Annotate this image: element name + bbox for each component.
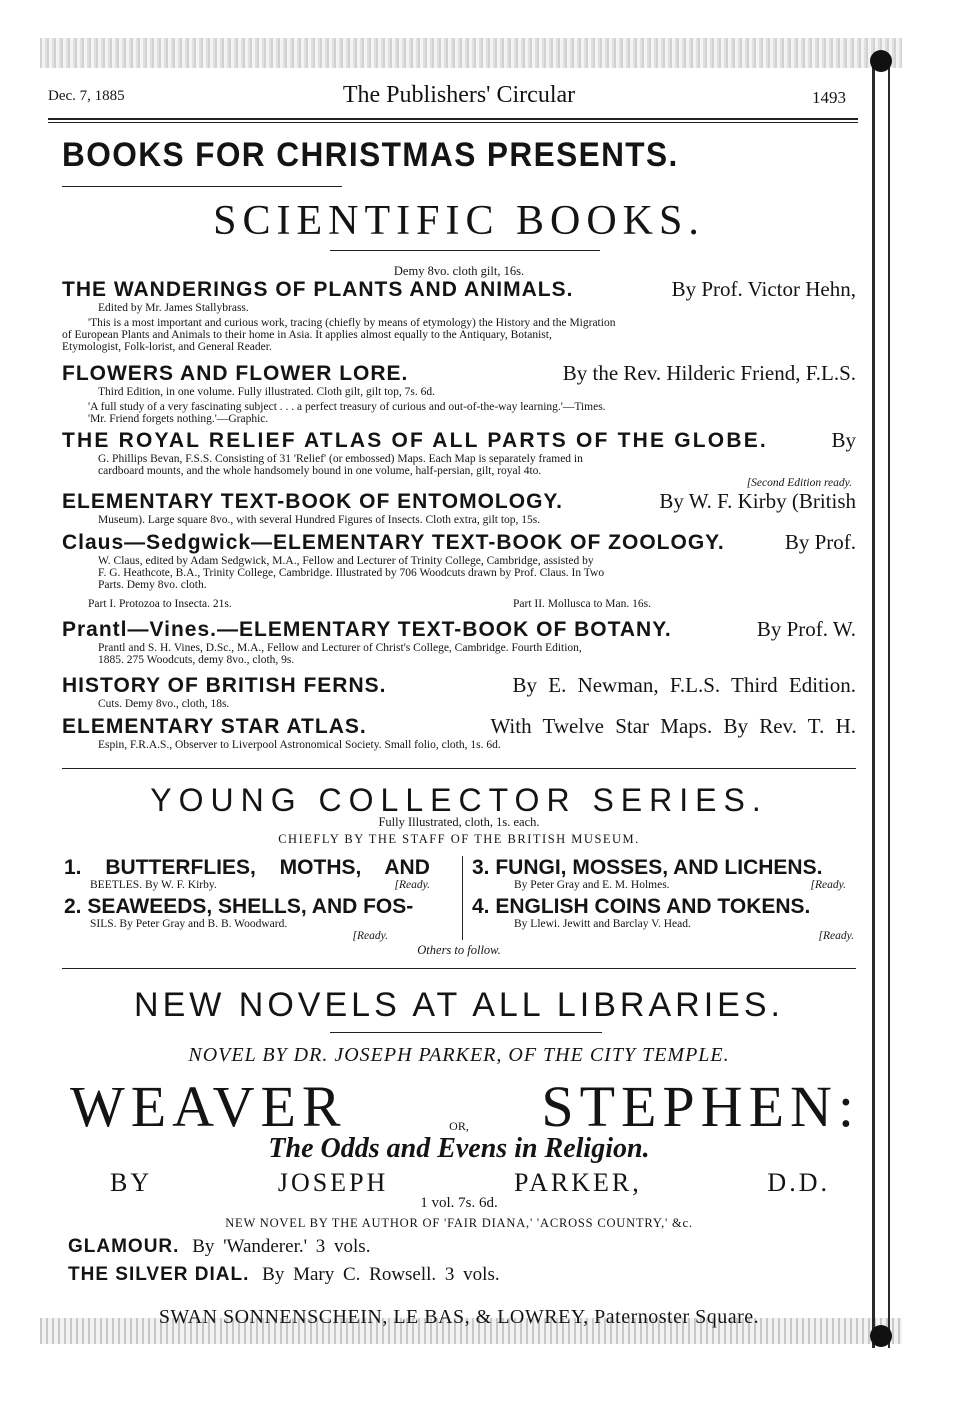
entry-title: ELEMENTARY TEXT-BOOK OF ENTOMOLOGY.	[62, 490, 563, 513]
page-border-right-outer	[888, 58, 890, 1348]
novel-by-line: NOVEL BY DR. JOSEPH PARKER, OF THE CITY TEMPLE.	[188, 1044, 730, 1066]
entry-botany	[62, 617, 856, 666]
entry-line: Espin, F.R.A.S., Observer to Liverpool Astronomical Society. Small folio, cloth, 1s. 6d.	[98, 739, 501, 751]
collector-divider	[462, 856, 463, 940]
entry-relief-atlas	[62, 428, 856, 489]
scientific-heading: SCIENTIFIC BOOKS.	[213, 198, 705, 244]
novel-title-right: STEPHEN:	[541, 1074, 860, 1139]
entry-line: Third Edition, in one volume. Fully illustrated. Cloth gilt, gilt top, 7s. 6d.	[98, 386, 436, 398]
collector-item-title: 1. BUTTERFLIES, MOTHS, AND	[64, 856, 430, 879]
entry-line: 'A full study of a very fascinating subject . . . a perfect treasury of curious and out-of-the-way learning.'—Times.	[88, 401, 606, 413]
binding-hole-top	[870, 50, 892, 72]
entry-line: 'This is a most important and curious work, tracing (chiefly by means of etymology) the History and the Migration	[88, 317, 616, 329]
entry-title: Prantl—Vines.—ELEMENTARY TEXT-BOOK OF BOTANY.	[62, 618, 672, 641]
scan-edge-top	[40, 38, 902, 68]
section-rule	[62, 968, 856, 969]
silver-dial-line	[68, 1264, 500, 1286]
byline-by: BY	[110, 1168, 153, 1197]
entry-line: G. Phillips Bevan, F.S.S. Consisting of 31 'Relief' (or embossed) Maps. Each Map is separately framed in	[98, 453, 583, 465]
entry-star-atlas	[62, 714, 856, 751]
entry-title: HISTORY OF BRITISH FERNS.	[62, 674, 387, 697]
section-rule	[62, 768, 856, 769]
collector-item	[64, 856, 448, 891]
publisher-line: SWAN SONNENSCHEIN, LE BAS, & LOWREY, Paternoster Square.	[158, 1306, 760, 1328]
collector-item-title: 3. FUNGI, MOSSES, AND LICHENS.	[472, 856, 823, 879]
entry-title: THE WANDERINGS OF PLANTS AND ANIMALS.	[62, 278, 574, 301]
collector-item-status: [Ready.	[810, 879, 846, 891]
entry-author: By E. Newman, F.L.S. Third Edition.	[512, 673, 856, 697]
collector-sub1: Fully Illustrated, cloth, 1s. each.	[378, 815, 540, 829]
novel-byline	[110, 1168, 830, 1198]
collector-item	[64, 895, 448, 942]
entry-author: By W. F. Kirby (British	[659, 489, 856, 513]
glamour-rest: By 'Wanderer.' 3 vols.	[192, 1236, 371, 1257]
collector-item-author: SILS. By Peter Gray and B. B. Woodward.	[90, 918, 288, 930]
entry-title: Claus—Sedgwick—ELEMENTARY TEXT-BOOK OF ZOOLOGY.	[62, 531, 725, 554]
header-journal: The Publishers' Circular	[342, 82, 576, 108]
header-page-number: 1493	[812, 88, 846, 107]
collector-item-status: [Ready.	[394, 879, 430, 891]
entry-line: Museum). Large square 8vo., with several Hundred Figures of Insects. Cloth extra, gilt top, 15s.	[98, 514, 541, 526]
entry-flowers	[62, 361, 856, 425]
entry-author: With Twelve Star Maps. By Rev. T. H.	[490, 714, 856, 738]
collector-item-author: By Peter Gray and E. M. Holmes.	[514, 879, 670, 891]
collector-item-status: [Ready.	[352, 930, 388, 942]
collector-item-author: BEETLES. By W. F. Kirby.	[90, 879, 217, 891]
header-date: Dec. 7, 1885	[48, 88, 125, 104]
collector-left-column	[64, 856, 448, 942]
entry-author: By	[831, 428, 856, 452]
header-rule-thin	[48, 122, 858, 123]
entry-line: W. Claus, edited by Adam Sedgwick, M.A., Fellow and Lecturer of Trinity College, Cambridge, assisted by	[98, 555, 594, 567]
silver-dial-title: THE SILVER DIAL.	[68, 1264, 250, 1285]
entry-entomology	[62, 489, 856, 526]
byline-degree: D.D.	[767, 1168, 830, 1197]
novel-title-left: WEAVER	[70, 1074, 347, 1139]
entry-title: ELEMENTARY STAR ATLAS.	[62, 715, 367, 738]
glamour-title: GLAMOUR.	[68, 1236, 180, 1257]
entry-author: By Prof. W.	[756, 617, 856, 641]
entry-part-1: Part I. Protozoa to Insecta. 21s.	[88, 598, 232, 610]
collector-others: Others to follow.	[417, 943, 501, 957]
novel-or: OR,	[449, 1119, 469, 1133]
glamour-line	[68, 1236, 370, 1258]
collector-item-sub-row	[472, 879, 858, 891]
entry-note: [Second Edition ready.	[746, 477, 852, 489]
entry-author: By the Rev. Hilderic Friend, F.L.S.	[562, 361, 856, 385]
collector-sub2: CHIEFLY BY THE STAFF OF THE BRITISH MUSEUM.	[278, 832, 640, 846]
entry-price-line: Demy 8vo. cloth gilt, 16s.	[393, 264, 525, 278]
collector-right-column	[472, 856, 858, 942]
entry-line: cardboard mounts, and the whole handsomely bound in one volume, half-persian, gilt, royal 4to.	[98, 465, 542, 477]
entry-author: By Prof.	[784, 530, 856, 554]
collector-item-sub-row	[64, 879, 448, 891]
entry-title: FLOWERS AND FLOWER LORE.	[62, 362, 409, 385]
entry-line: 'Mr. Friend forgets nothing.'—Graphic.	[88, 413, 269, 425]
entry-line: of European Plants and Animals to their home in Asia. It applies almost equally to the Antiquary, Botanist,	[62, 329, 552, 341]
new-novel-line: NEW NOVEL BY THE AUTHOR OF 'FAIR DIANA,' 'ACROSS COUNTRY,' &c.	[225, 1216, 693, 1230]
entry-line: Edited by Mr. James Stallybrass.	[98, 302, 249, 314]
novels-rule	[330, 1032, 602, 1033]
collector-heading: YOUNG COLLECTOR SERIES.	[150, 782, 768, 818]
collector-item-title: 4. ENGLISH COINS AND TOKENS.	[472, 895, 811, 918]
collector-item	[472, 856, 858, 891]
header-rule	[48, 118, 858, 120]
binding-hole-bottom	[870, 1325, 892, 1347]
entry-line: Etymologist, Folk-lorist, and General Reader.	[62, 341, 272, 353]
collector-item	[472, 895, 858, 942]
scientific-rule	[330, 250, 600, 251]
entry-line: Parts. Demy 8vo. cloth.	[98, 579, 207, 591]
collector-item-author: By Llewi. Jewitt and Barclay V. Head.	[514, 918, 691, 930]
entry-author: By Prof. Victor Hehn,	[671, 277, 856, 301]
entry-line: 1885. 275 Woodcuts, demy 8vo., cloth, 9s.	[98, 654, 295, 666]
title-rule	[62, 186, 342, 187]
novels-heading: NEW NOVELS AT ALL LIBRARIES.	[134, 986, 784, 1024]
entry-title: THE ROYAL RELIEF ATLAS OF ALL PARTS OF THE GLOBE.	[62, 429, 768, 452]
entry-line: Prantl and S. H. Vines, D.Sc., M.A., Fellow and Lecturer of Christ's College, Cambridge. Fourth Edition,	[98, 642, 582, 654]
collector-item-status: [Ready.	[818, 930, 854, 942]
entry-line: Cuts. Demy 8vo., cloth, 18s.	[98, 698, 230, 710]
entry-ferns	[62, 673, 856, 710]
entry-wanderings	[62, 277, 856, 353]
silver-dial-rest: By Mary C. Rowsell. 3 vols.	[262, 1264, 500, 1285]
novel-subtitle: The Odds and Evens in Religion.	[268, 1133, 650, 1164]
entry-line: F. G. Heathcote, B.A., Trinity College, Cambridge. Illustrated by 706 Woodcuts drawn by Prof. Claus. In Two	[98, 567, 605, 579]
entry-zoology	[62, 530, 856, 610]
novel-price: 1 vol. 7s. 6d.	[420, 1195, 498, 1211]
entry-part-2: Part II. Mollusca to Man. 16s.	[513, 598, 651, 610]
entry-parts	[62, 598, 856, 610]
byline-first: JOSEPH	[277, 1168, 389, 1197]
collector-item-title: 2. SEAWEEDS, SHELLS, AND FOS-	[64, 895, 414, 918]
page-border-right	[872, 58, 875, 1348]
byline-last: PARKER,	[514, 1168, 642, 1197]
page-title: BOOKS FOR CHRISTMAS PRESENTS.	[62, 136, 679, 174]
